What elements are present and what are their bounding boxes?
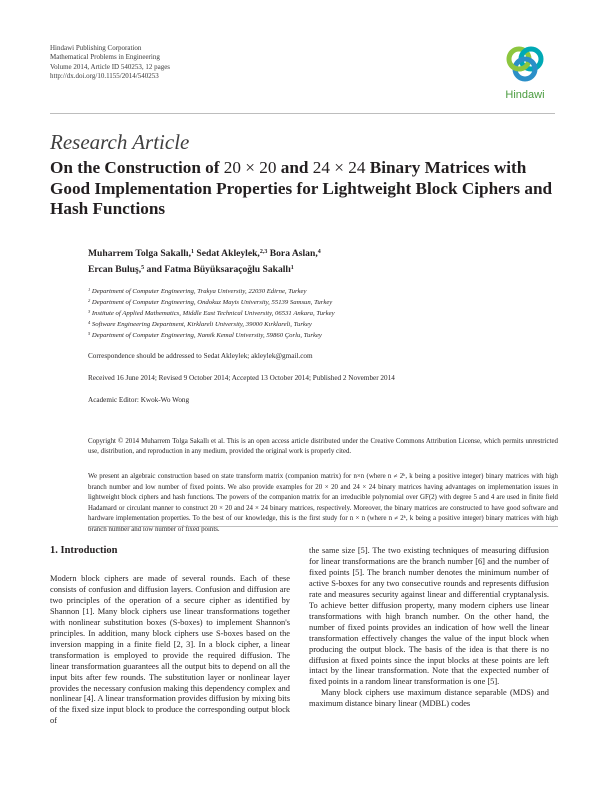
author: Sedat Akleylek,$^{2,3}$ [196, 248, 268, 259]
title-part: Binary Matrices with Good Implementation Properties for Lightweight Block Ciphers and Hash Functions [50, 158, 553, 218]
copyright-notice: Copyright © 2014 Muharrem Tolga Sakallı et al. This is an open access article distributed under the Creative Commons Attribution License, which permits unrestricted use, distribution, and reproduction in any medium, provided the original work is properly cited. [88, 438, 558, 456]
body-paragraph: the same size [5]. The two existing techniques of measuring diffusion for linear transformations are the branch number [6] and the number of fixed points [5]. The branch number denotes the minimum number of active S-boxes for any two consecutive rounds and represents diffusion rate and measures security against linear and differential cryptanalysis. To achieve better diffusion property, many modern ciphers use linear transformations with high branch number. On the other hand, the number of fixed points provides an indication of how well the linear transformation effectively changes the value of the input block when producing the output block. The basis of the idea is that there is no diffusion at fixed points since the input blocks at these points are left intact by the linear transformation. Note that the expected number of fixed points in a random linear transformation is one [5]. [309, 546, 549, 687]
abstract: We present an algebraic construction based on state transform matrix (companion matrix) for n×n (where n ≠ 2ᵏ, k being a positive integer) binary matrices with high branch number and low number of fixed points. We also provide examples for 20 × 20 and 24 × 24 binary matrices having advantages on implementation issues in lightweight block ciphers and hash functions. The powers of the companion matrix for an irreducible polynomial over GF(2) with degree 5 and 4 are used in finite field Hadamard or circulant manner to construct 20 × 20 and 24 × 24 binary matrices, respectively. Moreover, the binary matrices are constructed to have good software and hardware implementation properties. To the best of our knowledge, this is the first study for n × n (where n ≠ 2ᵏ, k being a positive integer) binary matrices with high branch number and low number of fixed points. [88, 473, 558, 533]
title-part: and [276, 158, 313, 177]
logo-text: Hindawi [505, 89, 545, 101]
article-type: Research Article [50, 130, 190, 154]
title-math: 24 × 24 [312, 158, 366, 177]
affiliation: $^1$ Department of Computer Engineering, Trakya University, 22030 Edirne, Turkey [88, 287, 307, 295]
author: Muharrem Tolga Sakallı,$^1$ [88, 248, 194, 259]
publisher-name: Hindawi Publishing Corporation [50, 44, 142, 52]
header-rule [50, 113, 555, 114]
author-list [88, 246, 548, 277]
affiliation: $^2$ Department of Computer Engineering, Ondokuz Mayis University, 55139 Samsun, Turkey [88, 298, 333, 307]
paper-title [50, 158, 560, 220]
title-math: 20 × 20 [223, 158, 277, 177]
right-column [309, 546, 549, 710]
author: Bora Aslan,$^4$ [269, 248, 321, 259]
correspondence: Correspondence should be addressed to Sedat Akleylek; akleylek@gmail.com [88, 352, 313, 360]
publication-info [50, 44, 170, 82]
body-paragraph: Modern block ciphers are made of several rounds. Each of these consists of confusion and diffusion layers. Confusion and diffusion are two principles of the operation of a secure cipher as identified by Shannon [1]. Many block ciphers use linear transformations together with nonlinear substitution boxes (S-boxes) to implement Shannon's principles. In addition, many block ciphers use S-boxes based on the inversion mapping in a finite field [2, 3]. In a block cipher, a linear transformation is employed to provide the required diffusion. The linear transformation guarantees all the output bits to depend on all the input bits after few rounds. The substitution layer or nonlinear layer provides the necessary confusion making this dependency complex and nonlinear [4]. A linear transformation provides diffusion by mixing bits of the fixed size input block to produce the corresponding output block of [50, 574, 290, 726]
body-paragraph: Many block ciphers use maximum distance separable (MDS) and maximum distance binary linear (MDBL) codes [309, 688, 549, 709]
journal-name: Mathematical Problems in Engineering [50, 53, 160, 62]
hindawi-logo-icon [495, 41, 555, 103]
abstract-rule [88, 526, 558, 527]
volume-info: Volume 2014, Article ID 540253, 12 pages [50, 62, 171, 71]
left-column [50, 574, 290, 727]
section-heading: 1. Introduction [50, 545, 118, 556]
academic-editor: Academic Editor: Kwok-Wo Wong [88, 396, 190, 404]
affiliation: $^3$ Institute of Applied Mathematics, Middle East Technical University, 06531 Ankara, Turkey [88, 309, 335, 318]
affiliation-list [88, 286, 548, 341]
author: and Fatma Büyüksaraçoğlu Sakallı$^1$ [146, 263, 294, 275]
hindawi-logo [495, 41, 555, 103]
publication-dates: Received 16 June 2014; Revised 9 October 2014; Accepted 13 October 2014; Published 2 November 2014 [88, 374, 395, 382]
doi-link[interactable]: http://dx.doi.org/10.1155/2014/540253 [50, 72, 159, 81]
affiliation: $^5$ Department of Computer Engineering, Namik Kemal University, 59860 Çorlu, Turkey [88, 331, 322, 340]
title-part: On the Construction of [50, 158, 224, 177]
affiliation: $^4$ Software Engineering Department, Kirklareli University, 39000 Kırklareli, Turkey [88, 320, 312, 329]
author: Ercan Buluş,$^5$ [88, 263, 145, 275]
